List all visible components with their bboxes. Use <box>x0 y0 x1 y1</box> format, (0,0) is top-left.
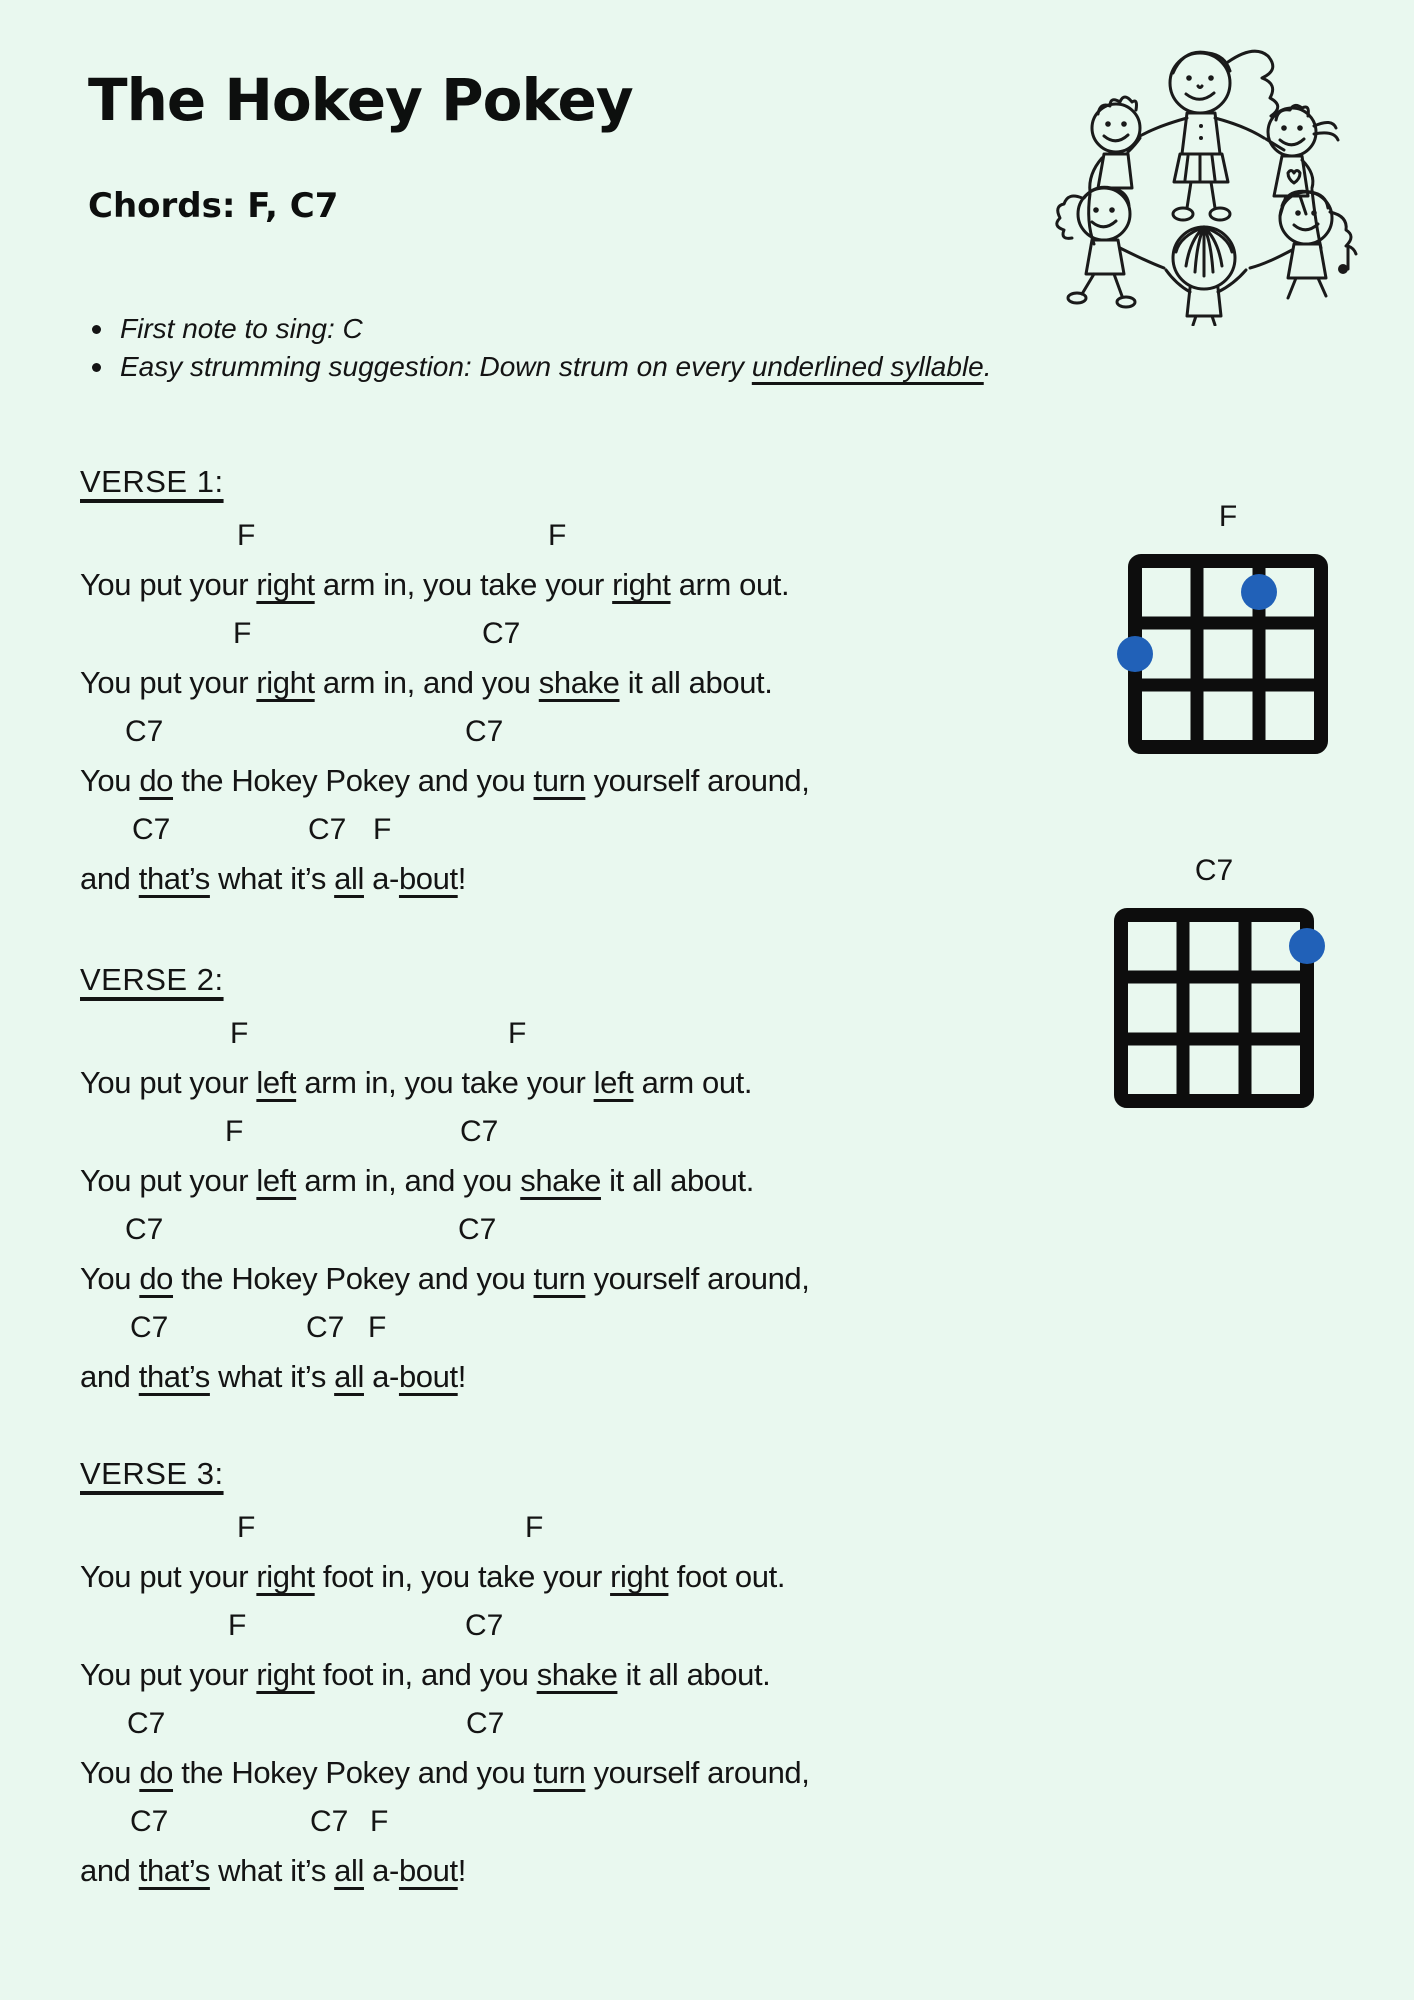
lyric-text-underlined: all <box>334 861 364 896</box>
lyric-text-underlined: right <box>256 1559 315 1594</box>
lyric-text: ! <box>457 1853 466 1888</box>
verse-heading: VERSE 3: <box>80 1456 224 1491</box>
lyric-text-underlined: that’s <box>138 1853 210 1888</box>
lyric-text: what it’s <box>209 1853 335 1888</box>
lyric-text-underlined: that’s <box>138 1359 210 1394</box>
lyric-text: a- <box>363 1853 399 1888</box>
chord-diagram-c7 <box>1112 854 1316 1110</box>
lyric-text: arm out. <box>633 1065 753 1100</box>
chord-label: F <box>525 1511 544 1544</box>
chord-label: F <box>548 519 567 552</box>
chord-label: C7 <box>465 1609 504 1642</box>
lyric-text-underlined: bout <box>398 1853 458 1888</box>
chord-row <box>80 609 1020 658</box>
lyric-text: ! <box>457 861 466 896</box>
lyric-line <box>80 1254 1020 1303</box>
chord-row <box>80 1601 1020 1650</box>
lyric-text: foot in, and you <box>314 1657 537 1692</box>
lyric-text-underlined: all <box>334 1853 364 1888</box>
lyric-text: You put your <box>80 665 257 700</box>
lyric-text: foot out. <box>668 1559 786 1594</box>
chord-row <box>80 1699 1020 1748</box>
chord-label: C7 <box>125 715 164 748</box>
lyric-text-underlined: do <box>139 763 174 798</box>
finger-dot <box>1117 636 1153 672</box>
lyric-line <box>80 1156 1020 1205</box>
lyric-text: You put your <box>80 1657 257 1692</box>
lyric-text: it all about. <box>619 665 773 700</box>
chord-label: F <box>368 1311 387 1344</box>
chord-label: F <box>230 1017 249 1050</box>
lyric-text: a- <box>363 861 399 896</box>
chord-label: C7 <box>458 1213 497 1246</box>
verse-1 <box>80 464 1020 903</box>
lyric-text-underlined: that’s <box>138 861 210 896</box>
chord-label: C7 <box>482 617 521 650</box>
lyric-text: what it’s <box>209 1359 335 1394</box>
lyric-text: You put your <box>80 567 257 602</box>
chord-row <box>80 1303 1020 1352</box>
note-text-underlined: underlined syllable <box>751 351 984 382</box>
lyric-text-underlined: turn <box>533 1261 586 1296</box>
fretboard-grid-c7 <box>1112 906 1316 1110</box>
chord-row <box>80 1107 1020 1156</box>
page-title: The Hokey Pokey <box>88 66 633 134</box>
lyric-text: the Hokey Pokey and you <box>173 1261 534 1296</box>
chord-label: C7 <box>130 1805 169 1838</box>
chord-label: F <box>228 1609 247 1642</box>
lyric-text-underlined: left <box>256 1163 297 1198</box>
note-first-note <box>88 310 992 348</box>
chord-label: C7 <box>308 813 347 846</box>
lyric-text-underlined: shake <box>536 1657 618 1692</box>
lyric-text: and <box>80 861 139 896</box>
lyric-text-underlined: left <box>593 1065 634 1100</box>
note-text: First note to sing: C <box>120 313 363 344</box>
lyric-text-underlined: shake <box>538 665 620 700</box>
lyric-text: the Hokey Pokey and you <box>173 1755 534 1790</box>
chord-label: C7 <box>306 1311 345 1344</box>
lyric-text: You <box>80 763 140 798</box>
note-text: . <box>983 351 992 382</box>
chord-row <box>80 511 1020 560</box>
lyric-text: it all about. <box>600 1163 754 1198</box>
chord-diagram-f-label: F <box>1218 500 1238 533</box>
chord-label: C7 <box>465 715 504 748</box>
chord-label: C7 <box>132 813 171 846</box>
lyric-text: a- <box>363 1359 399 1394</box>
lyric-text: the Hokey Pokey and you <box>173 763 534 798</box>
lyric-text-underlined: right <box>612 567 671 602</box>
lyric-text-underlined: turn <box>533 1755 586 1790</box>
lyric-line <box>80 560 1020 609</box>
verse-2 <box>80 962 1020 1401</box>
chord-diagram-c7-label: C7 <box>1194 854 1234 887</box>
lyric-line <box>80 658 1020 707</box>
lyric-text-underlined: right <box>256 1657 315 1692</box>
lyric-text: arm in, and you <box>296 1163 521 1198</box>
finger-dot <box>1241 574 1277 610</box>
lyric-text: You put your <box>80 1163 257 1198</box>
chord-row <box>80 1797 1020 1846</box>
lyric-line <box>80 1748 1020 1797</box>
page-subtitle: Chords: F, C7 <box>88 186 339 226</box>
chord-label: C7 <box>130 1311 169 1344</box>
lyric-text: yourself around, <box>585 1261 810 1296</box>
chord-row <box>80 707 1020 756</box>
lyric-line <box>80 756 1020 805</box>
lyric-text: You <box>80 1755 140 1790</box>
lyric-text: You put your <box>80 1559 257 1594</box>
lyric-text: and <box>80 1853 139 1888</box>
lyric-text: arm in, and you <box>314 665 539 700</box>
lyric-line <box>80 1058 1020 1107</box>
lyric-text: You put your <box>80 1065 257 1100</box>
lyric-text-underlined: bout <box>398 1359 458 1394</box>
verse-3 <box>80 1456 1020 1895</box>
finger-dot <box>1289 928 1325 964</box>
lyric-text: You <box>80 1261 140 1296</box>
lyric-text-underlined: all <box>334 1359 364 1394</box>
lyric-text-underlined: right <box>256 567 315 602</box>
chord-row <box>80 1009 1020 1058</box>
chord-row <box>80 1205 1020 1254</box>
children-dancing-illustration <box>1040 26 1370 326</box>
chord-label: F <box>225 1115 244 1148</box>
chord-label: C7 <box>125 1213 164 1246</box>
lyric-text: ! <box>457 1359 466 1394</box>
lyric-text-underlined: do <box>139 1261 174 1296</box>
chord-diagram-f <box>1126 500 1330 756</box>
chord-label: C7 <box>127 1707 166 1740</box>
chord-label: C7 <box>466 1707 505 1740</box>
chord-label: F <box>370 1805 389 1838</box>
lyric-text: it all about. <box>617 1657 771 1692</box>
chord-row <box>80 805 1020 854</box>
lyric-text: foot in, you take your <box>314 1559 611 1594</box>
lyric-text: what it’s <box>209 861 335 896</box>
lyric-text-underlined: turn <box>533 763 586 798</box>
chord-label: C7 <box>460 1115 499 1148</box>
note-text: Easy strumming suggestion: Down strum on every <box>120 351 752 382</box>
lyric-line <box>80 1552 1020 1601</box>
lyric-text: arm in, you take your <box>296 1065 594 1100</box>
chord-label: F <box>508 1017 527 1050</box>
chord-label: F <box>237 1511 256 1544</box>
lyric-text: arm in, you take your <box>314 567 613 602</box>
fretboard-grid-f <box>1126 552 1330 756</box>
note-strumming <box>88 348 992 386</box>
lyric-text: yourself around, <box>585 763 810 798</box>
lyric-line <box>80 854 1020 903</box>
lyric-text: yourself around, <box>585 1755 810 1790</box>
chord-label: F <box>373 813 392 846</box>
lyric-text-underlined: left <box>256 1065 297 1100</box>
lyric-text-underlined: shake <box>520 1163 601 1198</box>
lyric-line <box>80 1846 1020 1895</box>
lyric-text-underlined: do <box>139 1755 174 1790</box>
notes-list <box>88 310 992 386</box>
lyric-line <box>80 1650 1020 1699</box>
chord-row <box>80 1503 1020 1552</box>
lyric-text-underlined: bout <box>398 861 458 896</box>
lyric-text: and <box>80 1359 139 1394</box>
chord-label: C7 <box>310 1805 349 1838</box>
lyric-text-underlined: right <box>256 665 315 700</box>
lyric-text-underlined: right <box>610 1559 669 1594</box>
verse-heading: VERSE 1: <box>80 464 224 499</box>
chord-label: F <box>233 617 252 650</box>
verse-heading: VERSE 2: <box>80 962 224 997</box>
chord-label: F <box>237 519 256 552</box>
lyric-line <box>80 1352 1020 1401</box>
lyric-text: arm out. <box>670 567 790 602</box>
